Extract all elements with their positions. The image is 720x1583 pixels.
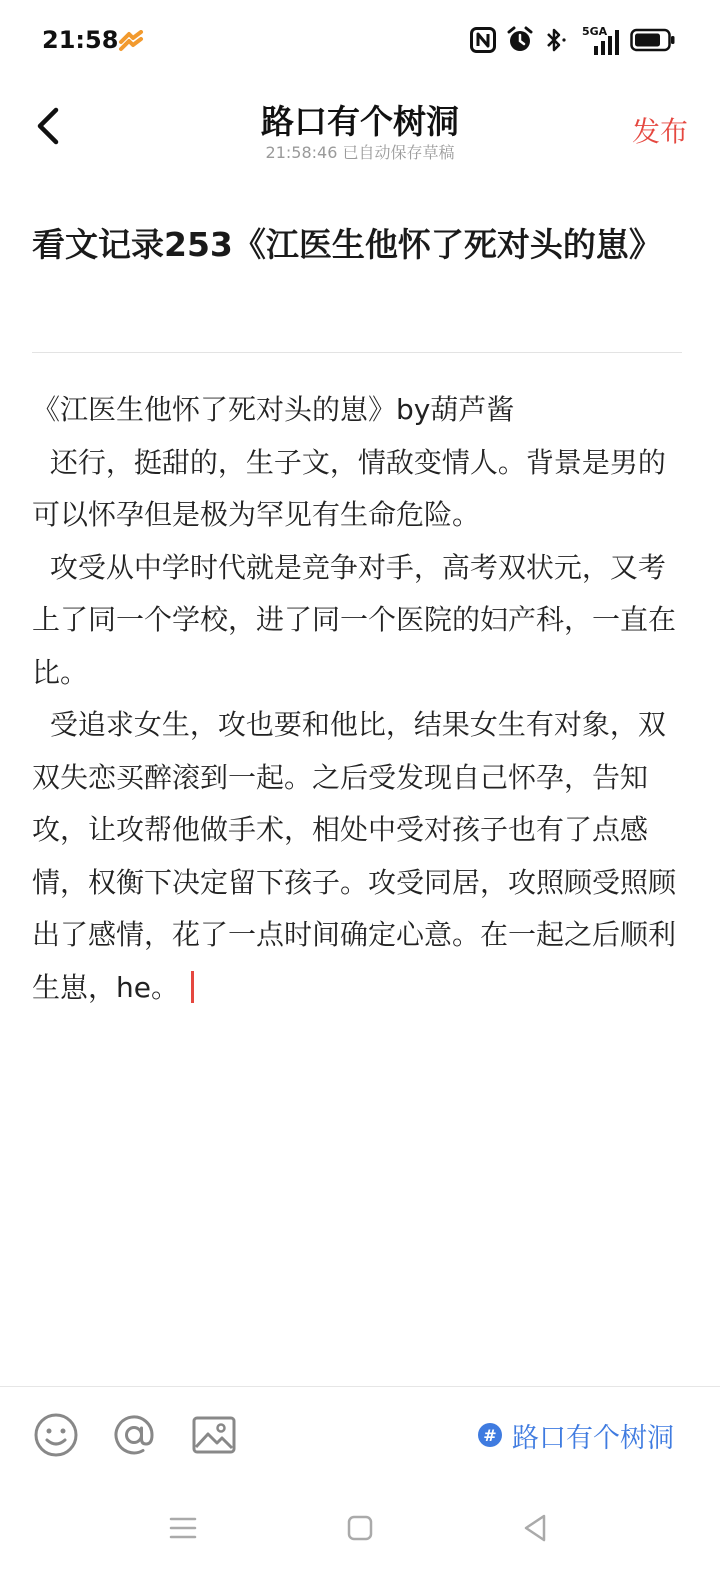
mention-button[interactable] [110,1411,158,1459]
editor-toolbar [0,1386,720,1483]
article-body-editor[interactable] [32,384,682,1014]
network-type-label: 5GA [582,25,608,38]
emoji-icon [32,1411,80,1459]
back-triangle-icon [516,1508,556,1548]
menu-icon [163,1508,203,1548]
nav-back-button[interactable] [516,1508,556,1548]
status-bar [0,0,720,84]
status-time: 21:58 [42,26,119,54]
topic-tag-label: 路口有个树洞 [512,1422,674,1454]
image-button[interactable] [190,1411,238,1459]
fire-badge-icon [118,30,144,52]
hashtag-icon: # [478,1423,502,1447]
autosave-status: 21:58:46 已自动保存草稿 [265,143,455,162]
publish-button[interactable]: 发布 [631,115,688,148]
nav-menu-button[interactable] [163,1508,203,1548]
article-title-input[interactable]: 看文记录253《江医生他怀了死对头的崽》 [32,225,662,264]
text-cursor [191,971,194,1003]
article-body-text: 《江医生他怀了死对头的崽》by葫芦酱 还行，挺甜的，生子文，情敌变情人。背景是男的可以怀孕但是极为罕见有生命危险。 攻受从中学时代就是竞争对手，高考双状元，又考上了同一个学校，进了同一个医院的妇产科，一直在比。 受追求女生，攻也要和他比，结果女生有对象，双双失恋买醉滚到一起。之后受发现自己怀孕，告知攻，让攻帮他做手术，相处中受对孩子也有了点感情，权衡下决定留下孩子。攻受同居，攻照顾受照顾出了感情，花了一点时间确定心意。在一起之后顺利生崽，he。 [32,393,677,1004]
title-divider [32,352,682,353]
signal-icon [578,27,620,57]
system-nav-bar [0,1490,720,1583]
bluetooth-icon [544,27,568,57]
home-icon [340,1508,380,1548]
alarm-icon [506,26,534,58]
mention-icon [110,1411,158,1459]
emoji-button[interactable] [32,1411,80,1459]
nav-home-button[interactable] [340,1508,380,1548]
topic-tag-button[interactable] [478,1417,674,1453]
image-icon [190,1411,238,1459]
battery-icon [630,28,676,56]
nfc-icon [470,27,496,57]
page-title: 路口有个树洞 [261,102,459,141]
status-icons [470,26,676,58]
